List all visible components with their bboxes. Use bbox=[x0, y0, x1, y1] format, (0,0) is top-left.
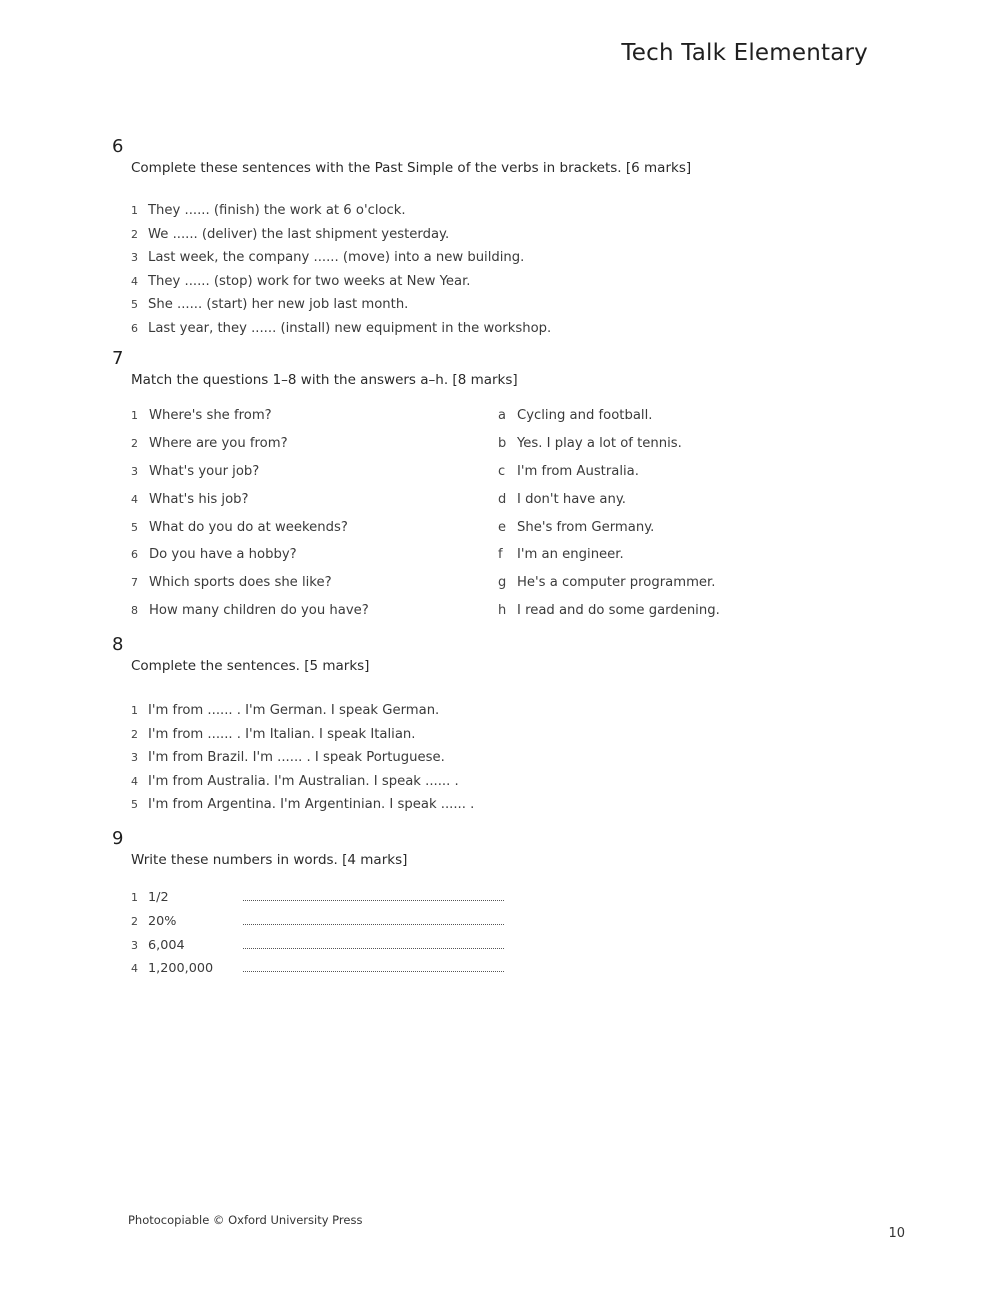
list-item: 1 They ...... (finish) the work at 6 o'clock. bbox=[131, 203, 406, 218]
question-item: 8 How many children do you have? bbox=[131, 603, 369, 619]
answer-item: b Yes. I play a lot of tennis. bbox=[498, 435, 682, 451]
questions-column bbox=[131, 402, 369, 625]
question-item: 6 Do you have a hobby? bbox=[131, 547, 297, 563]
copyright-notice: Photocopiable © Oxford University Press bbox=[128, 1213, 363, 1227]
number-list bbox=[131, 886, 504, 981]
list-item: 4 1,200,000 bbox=[131, 957, 504, 981]
answer-line bbox=[243, 948, 504, 949]
sentence-list bbox=[131, 699, 474, 817]
page-title: Tech Talk Elementary bbox=[621, 40, 868, 66]
exercise-number: 9 bbox=[112, 828, 124, 849]
exercise-instruction: Complete the sentences. [5 marks] bbox=[131, 658, 370, 674]
list-item: 4 They ...... (stop) work for two weeks at New Year. bbox=[131, 273, 471, 289]
question-item: 5 What do you do at weekends? bbox=[131, 519, 348, 535]
question-item: 1 Where's she from? bbox=[131, 408, 272, 423]
list-item: 3 I'm from Brazil. I'm ...... . I speak Portuguese. bbox=[131, 750, 445, 765]
exercise-number: 6 bbox=[112, 136, 124, 157]
matching-table bbox=[131, 402, 771, 626]
question-item: 2 Where are you from? bbox=[131, 435, 288, 451]
list-item: 3 Last week, the company ...... (move) into a new building. bbox=[131, 250, 525, 265]
list-item: 5 I'm from Argentina. I'm Argentinian. I speak ...... . bbox=[131, 797, 475, 812]
list-item: 1 I'm from ...... . I'm German. I speak German. bbox=[131, 703, 440, 718]
answer-item: f I'm an engineer. bbox=[498, 547, 624, 563]
answer-line bbox=[243, 971, 504, 972]
exercise-9 bbox=[112, 829, 504, 981]
list-item: 1 1/2 bbox=[131, 886, 504, 910]
exercise-number: 7 bbox=[112, 348, 124, 369]
answer-item: g He's a computer programmer. bbox=[498, 575, 716, 591]
exercise-instruction: Complete these sentences with the Past Simple of the verbs in brackets. [6 marks] bbox=[131, 160, 692, 176]
list-item: 4 I'm from Australia. I'm Australian. I speak ...... . bbox=[131, 773, 459, 789]
answer-line bbox=[243, 924, 504, 925]
exercise-instruction: Match the questions 1–8 with the answers a–h. [8 marks] bbox=[131, 372, 518, 388]
exercise-number: 8 bbox=[112, 634, 124, 655]
exercise-6 bbox=[112, 137, 691, 356]
list-item: 2 I'm from ...... . I'm Italian. I speak Italian. bbox=[131, 726, 416, 742]
list-item: 6 Last year, they ...... (install) new equipment in the workshop. bbox=[131, 320, 552, 336]
exercise-7 bbox=[112, 349, 771, 626]
answer-line bbox=[243, 900, 504, 901]
answer-item: d I don't have any. bbox=[498, 491, 626, 507]
answer-item: h I read and do some gardening. bbox=[498, 603, 720, 619]
list-item: 2 We ...... (deliver) the last shipment yesterday. bbox=[131, 226, 450, 242]
answer-item: c I'm from Australia. bbox=[498, 463, 639, 479]
question-item: 4 What's his job? bbox=[131, 491, 249, 507]
exercise-8 bbox=[112, 635, 474, 833]
answers-column bbox=[498, 402, 720, 625]
answer-item: e She's from Germany. bbox=[498, 519, 655, 535]
list-item: 3 6,004 bbox=[131, 934, 504, 958]
question-item: 3 What's your job? bbox=[131, 463, 260, 479]
sentence-list bbox=[131, 199, 691, 340]
answer-item: a Cycling and football. bbox=[498, 408, 653, 423]
list-item: 5 She ...... (start) her new job last month. bbox=[131, 297, 409, 312]
question-item: 7 Which sports does she like? bbox=[131, 575, 332, 591]
list-item: 2 20% bbox=[131, 910, 504, 934]
page-number: 10 bbox=[888, 1226, 905, 1241]
exercise-instruction: Write these numbers in words. [4 marks] bbox=[131, 852, 408, 868]
